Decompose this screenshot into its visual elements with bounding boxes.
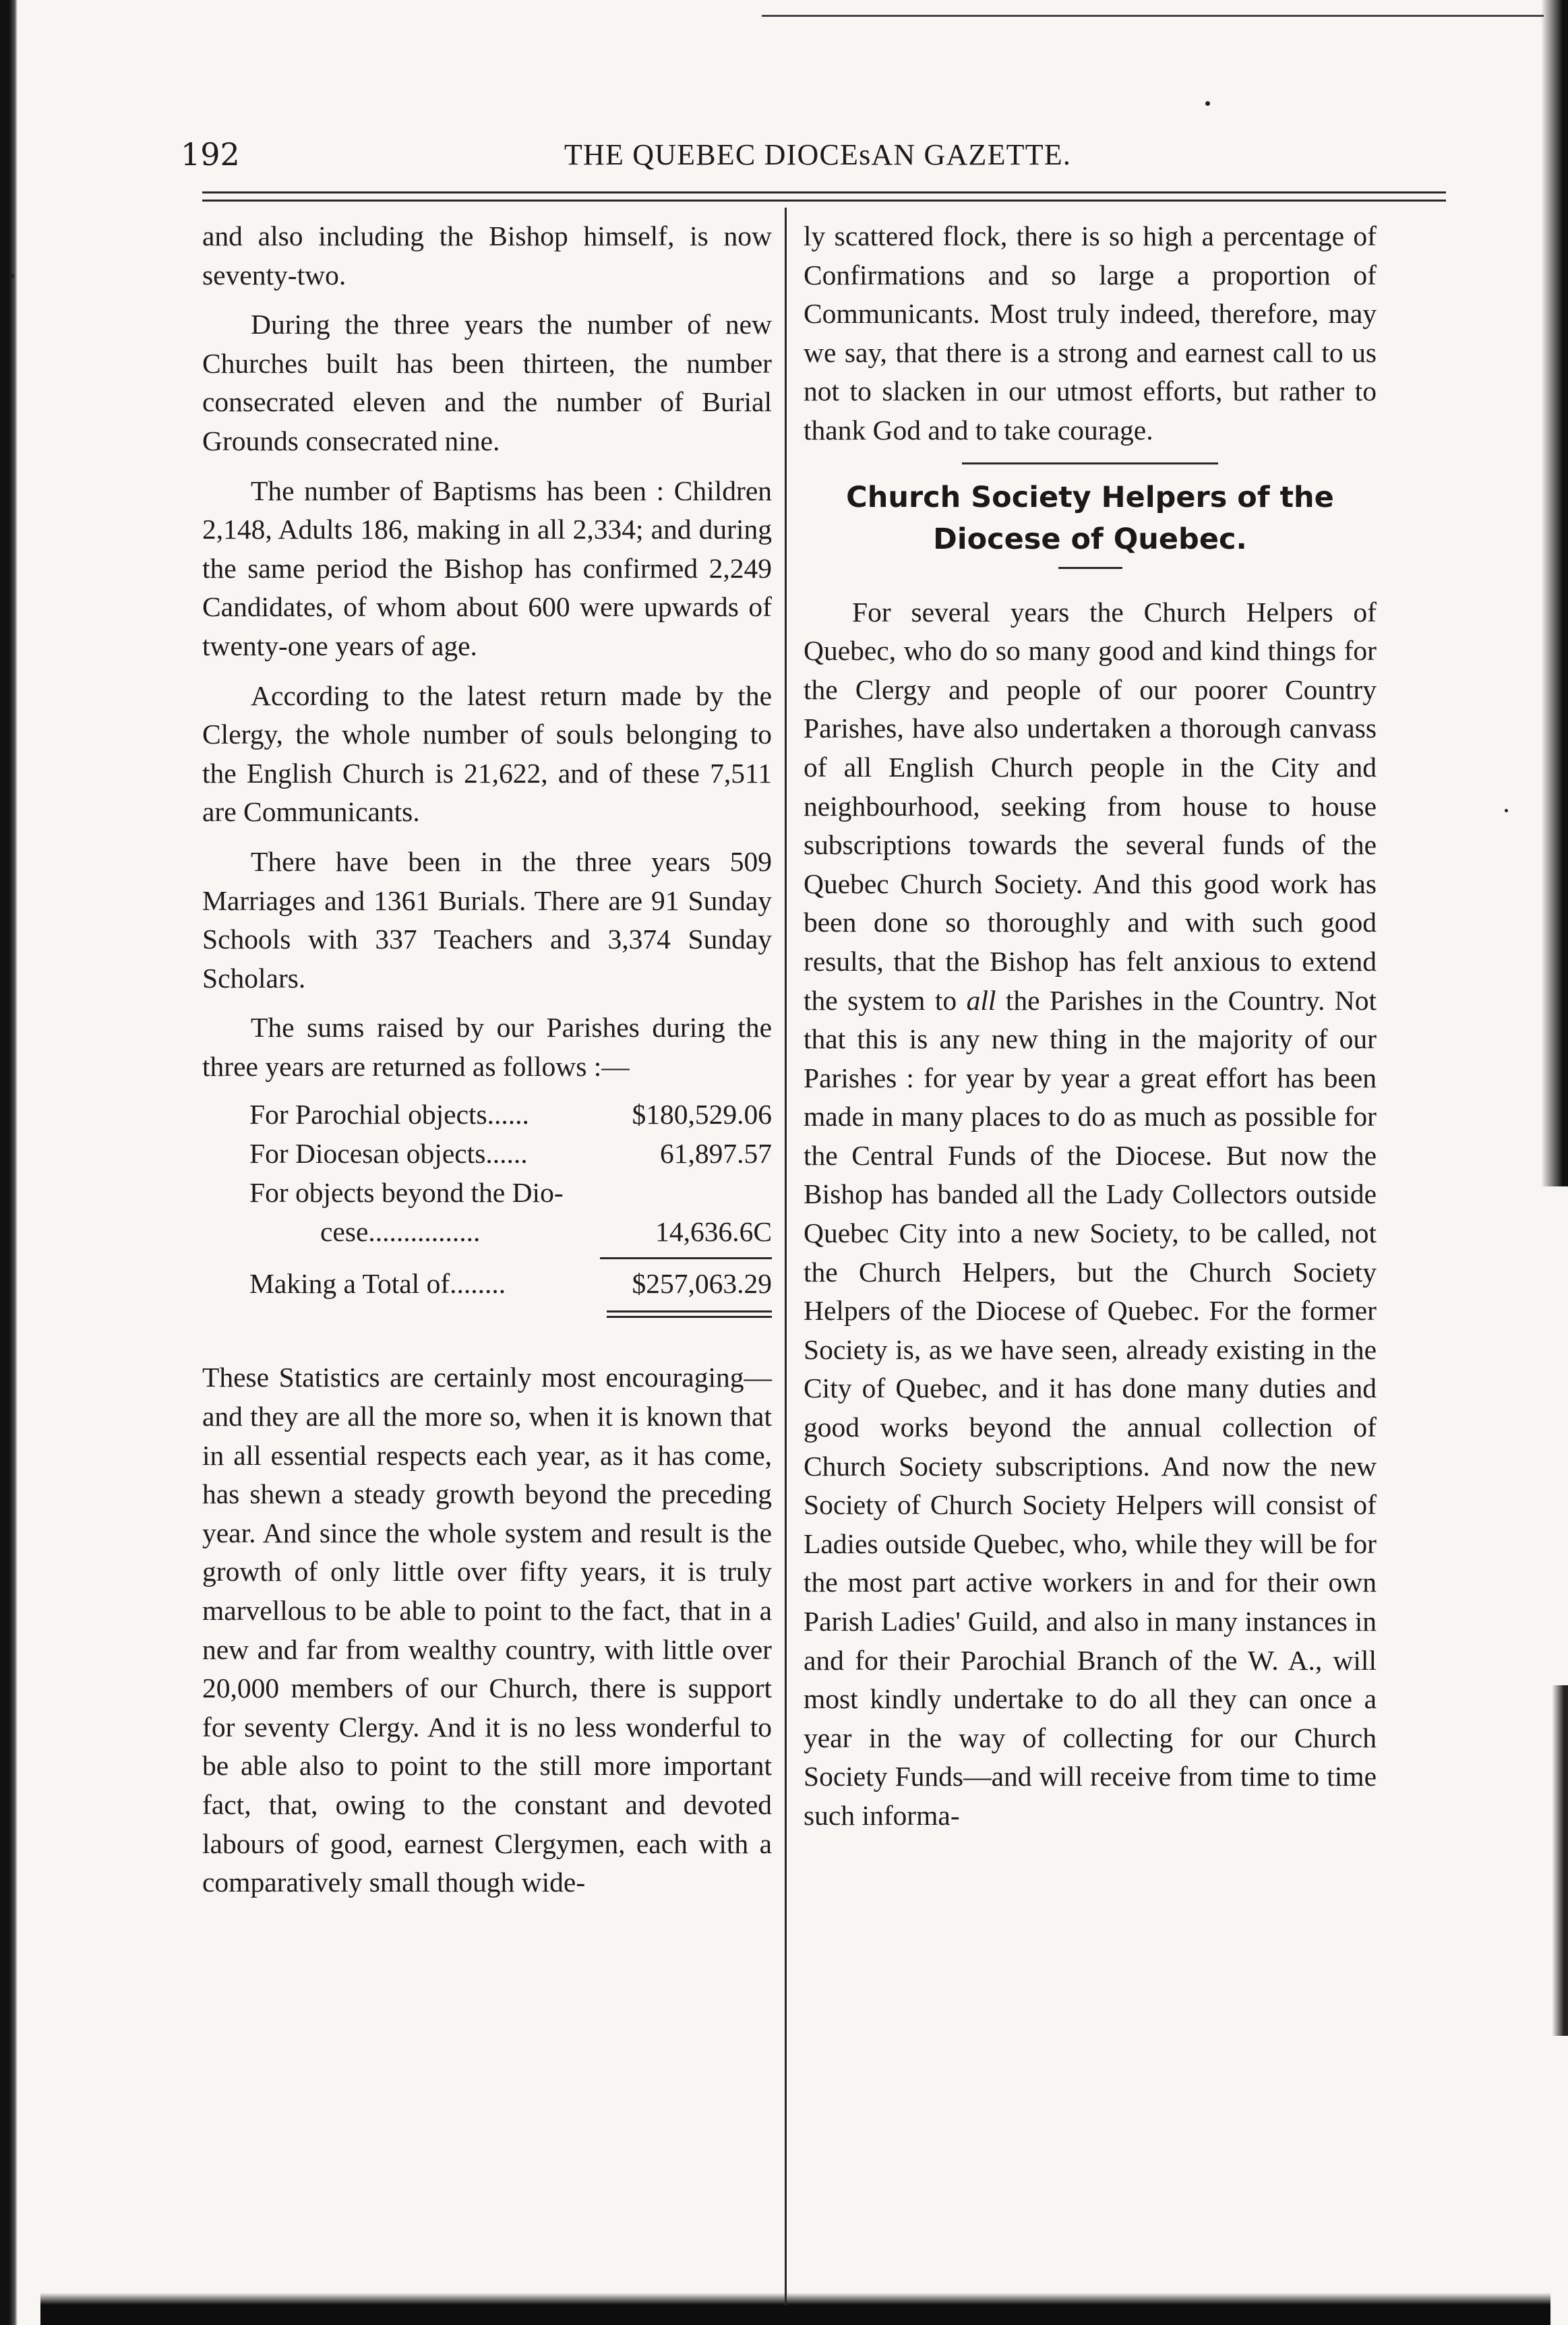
paragraph: During the three years the number of new Churches built has been thirteen, the number consecrated eleven and the number of Burial Grounds consecrated nine. — [202, 309, 772, 456]
fund-amount: $180,529.06 — [632, 1099, 772, 1130]
paragraph — [804, 593, 1377, 1836]
right-column — [804, 217, 1377, 1846]
section-title — [804, 477, 1377, 560]
header-rule-bottom — [202, 200, 1446, 202]
left-column — [202, 217, 772, 1913]
fund-label: For Diocesan objects...... — [249, 1138, 528, 1170]
running-head: THE QUEBEC DIOCEsAN GAZETTE. — [564, 138, 1072, 171]
fund-row-parochial — [202, 1095, 772, 1135]
fund-row-total — [202, 1265, 772, 1304]
scan-border-right — [1541, 0, 1568, 1186]
fund-row-beyond — [202, 1213, 772, 1252]
fund-label: cese................ — [320, 1216, 481, 1248]
section-separator — [962, 462, 1218, 464]
sum-rule — [600, 1257, 772, 1259]
scan-top-mark — [762, 15, 1544, 17]
paragraph: and also including the Bishop himself, is now seventy-two. — [202, 220, 772, 291]
fund-label: For objects beyond the Dio- — [249, 1177, 564, 1209]
paragraph-text: the Parishes in the Country. Not that this is any new thing in the majority of our Parishes : for year by year a great effort has been made in many places to do as much as possible for the Central Funds of the Diocese. But now the Bishop has banded all the Lady Collectors outside Quebec City into a new Society, to be called, not the Church Helpers, but the Church Society Helpers of the Diocese of Quebec. For the former Society is, as we have seen, already existing in the City of Quebec, and it has done many duties and good works beyond the annual collection of Church Society subscriptions. And now the new Society of Church Society Helpers will consist of Ladies outside Quebec, who, while they will be for the most part active workers in and for their own Parish Ladies' Guild, and also in many instances in and for their Parochial Branch of the W. A., will most kindly undertake to do all they can once a year in the way of collecting for our Church Society Funds—and will receive from time to time such informa- — [804, 984, 1377, 1831]
fund-row-diocesan — [202, 1135, 772, 1174]
column-divider — [785, 208, 787, 2305]
double-rule — [607, 1310, 772, 1318]
fund-row-beyond-label — [202, 1174, 772, 1213]
section-title-line: Diocese of Quebec. — [933, 522, 1247, 556]
page-header — [181, 129, 1455, 183]
fund-label: Making a Total of........ — [249, 1268, 506, 1300]
paragraph: There have been in the three years 509 Marriages and 1361 Burials. There are 91 Sunday Schools with 337 Teachers and 3,374 Sunday Scholars. — [202, 845, 772, 994]
short-separator — [1058, 567, 1122, 569]
paragraph: ly scattered flock, there is so high a percentage of Confirmations and so large a proportion of Communicants. Most truly indeed, therefore, may we say, that there is a strong and earnest call to us not to slacken in our utmost efforts, but rather to thank God and to take courage. — [804, 220, 1377, 446]
scan-border-left — [0, 0, 18, 2325]
scan-border-right-lower — [1552, 1685, 1568, 2036]
paragraph: The number of Baptisms has been : Children 2,148, Adults 186, making in all 2,334; and during the same period the Bishop has confirmed 2,249 Candidates, of whom about 600 were upwards of twenty-one years of age. — [202, 475, 772, 661]
funds-table — [202, 1095, 772, 1318]
ink-speck — [9, 274, 14, 278]
header-rule-top — [202, 191, 1446, 193]
ink-speck — [1205, 101, 1210, 106]
paragraph: The sums raised by our Parishes during the three years are returned as follows :— — [202, 1012, 772, 1082]
paragraph: These Statistics are certainly most encouraging—and they are all the more so, when it is known that in all essential respects each year, as it has come, has shewn a steady growth beyond the preceding year. And since the whole system and result is the growth of only little over fifty years, it is truly marvellous to be able to point to the fact, that in a new and far from wealthy country, with little over 20,000 members of our Church, there is support for seventy Clergy. And it is no less wonderful to be able also to point to the still more important fact, that, owing to the constant and devoted labours of good, earnest Clergymen, each with a comparatively small though wide- — [202, 1362, 772, 1898]
fund-amount: $257,063.29 — [632, 1268, 772, 1300]
emphasis-text: all — [966, 984, 996, 1016]
fund-amount: 14,636.6C — [655, 1216, 772, 1248]
paragraph: According to the latest return made by the Clergy, the whole number of souls belonging to the English Church is 21,622, and of these 7,511 are Communicants. — [202, 680, 772, 828]
page-number: 192 — [181, 136, 240, 173]
scan-border-bottom — [40, 2293, 1550, 2325]
fund-amount: 61,897.57 — [660, 1138, 772, 1170]
fund-label: For Parochial objects...... — [249, 1099, 529, 1130]
paragraph-text: For several years the Church Helpers of Quebec, who do so many good and kind things for the Clergy and people of our poorer Country Parishes, have also undertaken a thorough canvass of all English Church people in the City and neighbourhood, seeking from house to house subscriptions towards the several funds of the Quebec Church Society. And this good work has been done so thoroughly and with such good results, that the Bishop has felt anxious to extend the system to — [804, 596, 1377, 1016]
ink-speck — [1505, 809, 1508, 812]
section-title-line: Church Society Helpers of the — [846, 480, 1334, 514]
